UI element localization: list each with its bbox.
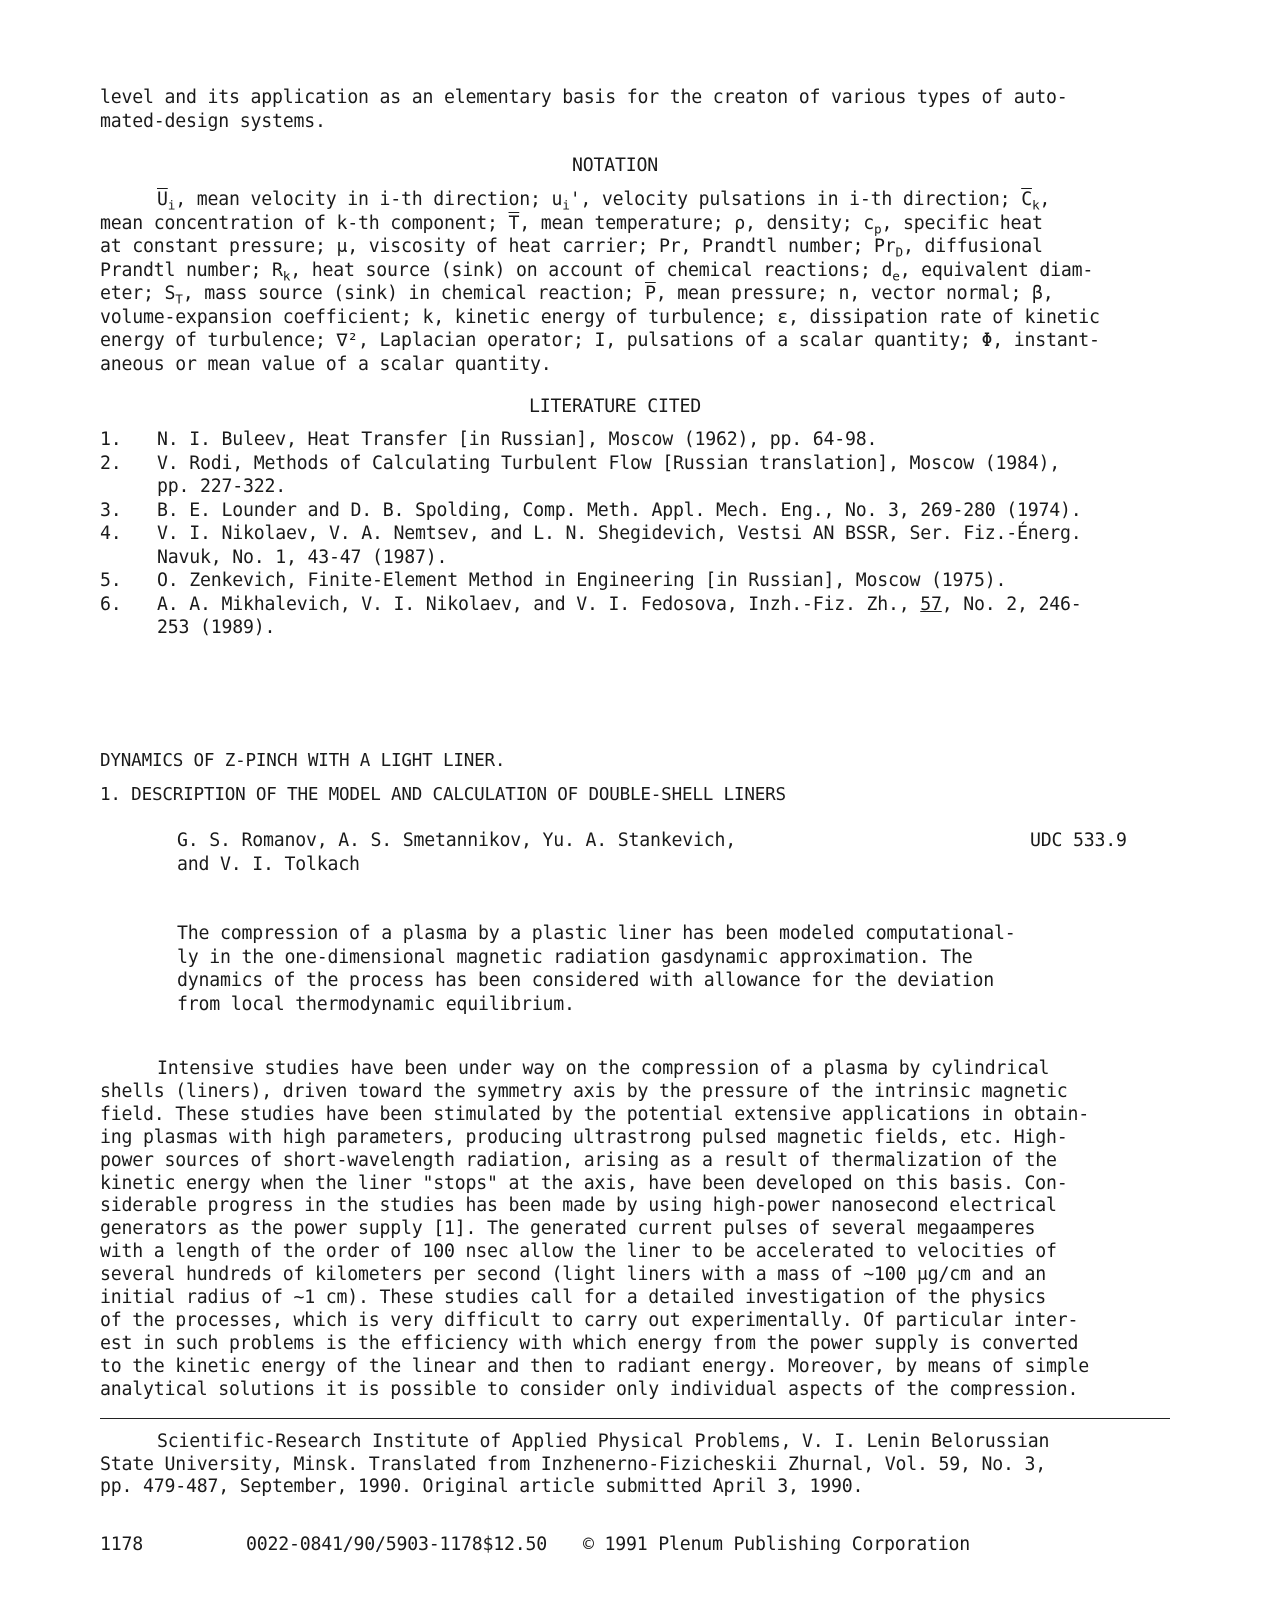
- abstract-line: dynamics of the process has been considered with allowance for the deviation: [177, 970, 994, 991]
- notation-line: $\overline{U}_i$, mean velocity in i-th direction; $u_i'$, velocity pulsations in i-th direction; $\overline{C}_k$,: [157, 189, 1051, 214]
- reference-number: 2.: [100, 452, 122, 474]
- reference-line: N. I. Buleev, Heat Transfer [in Russian], Moscow (1962), pp. 64-98.: [157, 429, 878, 450]
- footnote-line: State University, Minsk. Translated from Inzhenerno-Fizicheskii Zhurnal, Vol. 59, No. 3,: [100, 1453, 1046, 1475]
- reference-text: [157, 593, 1082, 640]
- intro-paragraph: [100, 86, 1067, 133]
- author-line: G. S. Romanov, A. S. Smetannikov, Yu. A. Stankevich,: [177, 830, 736, 851]
- reference-item: [100, 569, 1160, 593]
- body-line: initial radius of ~1 cm). These studies call for a detailed investigation of the physics: [100, 1287, 1046, 1309]
- reference-line: A. A. Mikhalevich, V. I. Nikolaev, and V. I. Fedosova, Inzh.-Fiz. Zh., 57, No. 2, 246-: [157, 593, 1082, 615]
- body-line: field. These studies have been stimulated by the potential extensive applications in obtain-: [100, 1103, 1089, 1125]
- reference-number: 6.: [100, 593, 122, 615]
- reference-number: 5.: [100, 570, 122, 591]
- text-line: mated-design systems.: [100, 110, 326, 132]
- body-line: ing plasmas with high parameters, producing ultrastrong pulsed magnetic fields, etc. High-: [100, 1126, 1068, 1148]
- article-code: 0022-0841/90/5903-1178$12.50: [246, 1534, 547, 1555]
- reference-line: 253 (1989).: [157, 617, 276, 638]
- reference-line: Navuk, No. 1, 43-47 (1987).: [157, 546, 448, 568]
- body-line: kinetic energy when the liner "stops" at the axis, have been developed on this basis. Con-: [100, 1172, 1068, 1194]
- reference-number: 1.: [100, 429, 122, 450]
- notation-line: energy of turbulence; ∇², Laplacian operator; I, pulsations of a scalar quantity; Φ, instant-: [100, 330, 1100, 351]
- body-line: to the kinetic energy of the linear and then to radiant energy. Moreover, by means of simple: [100, 1355, 1089, 1377]
- udc-code: UDC 533.9: [1030, 830, 1127, 851]
- body-line: Intensive studies have been under way on the compression of a plasma by cylindrical: [157, 1058, 1050, 1079]
- body-line: analytical solutions it is possible to consider only individual aspects of the compression.: [100, 1378, 1079, 1400]
- body-line: siderable progress in the studies has been made by using high-power nanosecond electrical: [100, 1195, 1057, 1217]
- notation-paragraph: [100, 188, 1100, 376]
- reference-text: [157, 569, 1006, 593]
- reference-item: [100, 428, 1160, 452]
- authors: [177, 829, 736, 876]
- footnote-rule: [100, 1418, 1170, 1419]
- body-line: of the processes, which is very difficult to carry out experimentally. Of particular inter-: [100, 1309, 1079, 1331]
- reference-text: [157, 452, 1060, 499]
- abstract-line: ly in the one-dimensional magnetic radiation gasdynamic approximation. The: [177, 946, 973, 968]
- body-line: several hundreds of kilometers per second (light liners with a mass of ~100 μg/cm and an: [100, 1264, 1046, 1286]
- body-line: generators as the power supply [1]. The generated current pulses of several megaamperes: [100, 1218, 1036, 1240]
- notation-line: Prandtl number; $R_k$, heat source (sink) on account of chemical reactions; $d_e$, equivalent diam-: [100, 259, 1094, 284]
- reference-line: B. E. Lounder and D. B. Spolding, Comp. Meth. Appl. Mech. Eng., No. 3, 269-280 (1974).: [157, 499, 1082, 521]
- reference-text: [157, 499, 1081, 523]
- body-line: power sources of short-wavelength radiation, arising as a result of thermalization of the: [100, 1149, 1057, 1171]
- text-line: level and its application as an elementary basis for the creaton of various types of auto-: [100, 87, 1068, 108]
- copyright: © 1991 Plenum Publishing Corporation: [583, 1534, 970, 1555]
- reference-list: [100, 428, 1160, 638]
- reference-number: 4.: [100, 523, 122, 544]
- abstract: [177, 922, 1016, 1016]
- page-number: 1178: [100, 1534, 143, 1555]
- author-line: and V. I. Tolkach: [177, 853, 360, 875]
- notation-line: mean concentration of k-th component; $\overline{T}$, mean temperature; ρ, density; $c_p$, specific heat: [100, 212, 1043, 237]
- reference-item: [100, 522, 1160, 569]
- reference-line: pp. 227-322.: [157, 476, 286, 497]
- body-line: est in such problems is the efficiency with which energy from the power supply is converted: [100, 1332, 1079, 1354]
- article-title-line2: 1. DESCRIPTION OF THE MODEL AND CALCULATION OF DOUBLE-SHELL LINERS: [100, 785, 786, 805]
- notation-line: eter; $S_T$, mass source (sink) in chemical reaction; $\overline{P}$, mean pressure; n, vector normal; β,: [100, 283, 1054, 308]
- reference-line: O. Zenkevich, Finite-Element Method in Engineering [in Russian], Moscow (1975).: [157, 570, 1007, 591]
- notation-line: aneous or mean value of a scalar quantity.: [100, 353, 552, 375]
- footnote-line: Scientific-Research Institute of Applied Physical Problems, V. I. Lenin Belorussian: [157, 1431, 1050, 1452]
- footnote: [100, 1431, 1049, 1499]
- reference-text: [157, 522, 1081, 569]
- reference-item: [100, 593, 1160, 640]
- reference-item: [100, 452, 1160, 499]
- body-paragraph: [100, 1058, 1089, 1402]
- notation-line: volume-expansion coefficient; k, kinetic energy of turbulence; ε, dissipation rate of kinetic: [100, 306, 1100, 328]
- body-line: with a length of the order of 100 nsec allow the liner to be accelerated to velocities of: [100, 1241, 1057, 1263]
- notation-line: at constant pressure; μ, viscosity of heat carrier; Pr, Prandtl number; $Pr_D$, diffusional: [100, 236, 1043, 261]
- literature-heading: LITERATURE CITED: [529, 396, 701, 417]
- notation-heading: NOTATION: [572, 155, 658, 176]
- reference-number: 3.: [100, 499, 122, 521]
- abstract-line: from local thermodynamic equilibrium.: [177, 993, 575, 1015]
- reference-item: [100, 499, 1160, 523]
- abstract-line: The compression of a plasma by a plastic liner has been modeled computational-: [177, 923, 1016, 944]
- reference-line: V. Rodi, Methods of Calculating Turbulent Flow [Russian translation], Moscow (1984),: [157, 452, 1060, 474]
- reference-text: [157, 428, 877, 452]
- body-line: shells (liners), driven toward the symmetry axis by the pressure of the intrinsic magnetic: [100, 1080, 1068, 1102]
- footnote-line: pp. 479-487, September, 1990. Original article submitted April 3, 1990.: [100, 1476, 864, 1497]
- reference-line: V. I. Nikolaev, V. A. Nemtsev, and L. N. Shegidevich, Vestsi AN BSSR, Ser. Fiz.-Énerg.: [157, 523, 1082, 544]
- article-title-line1: DYNAMICS OF Z-PINCH WITH A LIGHT LINER.: [100, 751, 506, 771]
